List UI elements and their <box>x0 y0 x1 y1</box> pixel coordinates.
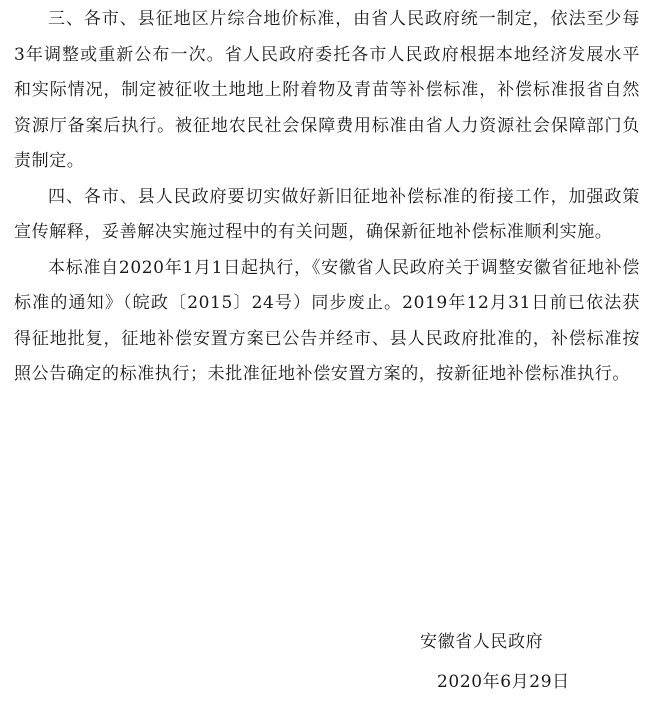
paragraph-effective-date: 本标准自2020年1月1日起执行，《安徽省人民政府关于调整安徽省征地补偿标准的通知》（皖政〔2015〕24号）同步废止。2019年12月31日前已依法获得征地批复，征地补偿安置方案已公告并经市、县人民政府批准的，补偿标准按照公告确定的标准执行；未批准征地补偿安置方案的，按新征地补偿标准执行。 <box>14 257 640 384</box>
document-body <box>14 2 640 393</box>
paragraph-item-4: 四、各市、县人民政府要切实做好新旧征地补偿标准的衔接工作，加强政策宣传解释，妥善解决实施过程中的有关问题，确保新征地补偿标准顺利实施。 <box>14 186 640 242</box>
signature-organization: 安徽省人民政府 <box>420 632 544 652</box>
signature-date: 2020年6月29日 <box>437 672 570 692</box>
paragraph-item-3: 三、各市、县征地区片综合地价标准，由省人民政府统一制定，依法至少每3年调整或重新公布一次。省人民政府委托各市人民政府根据本地经济发展水平和实际情况，制定被征收土地地上附着物及青苗等补偿标准，补偿标准报省自然资源厅备案后执行。被征地农民社会保障费用标准由省人力资源社会保障部门负责制定。 <box>14 9 640 171</box>
